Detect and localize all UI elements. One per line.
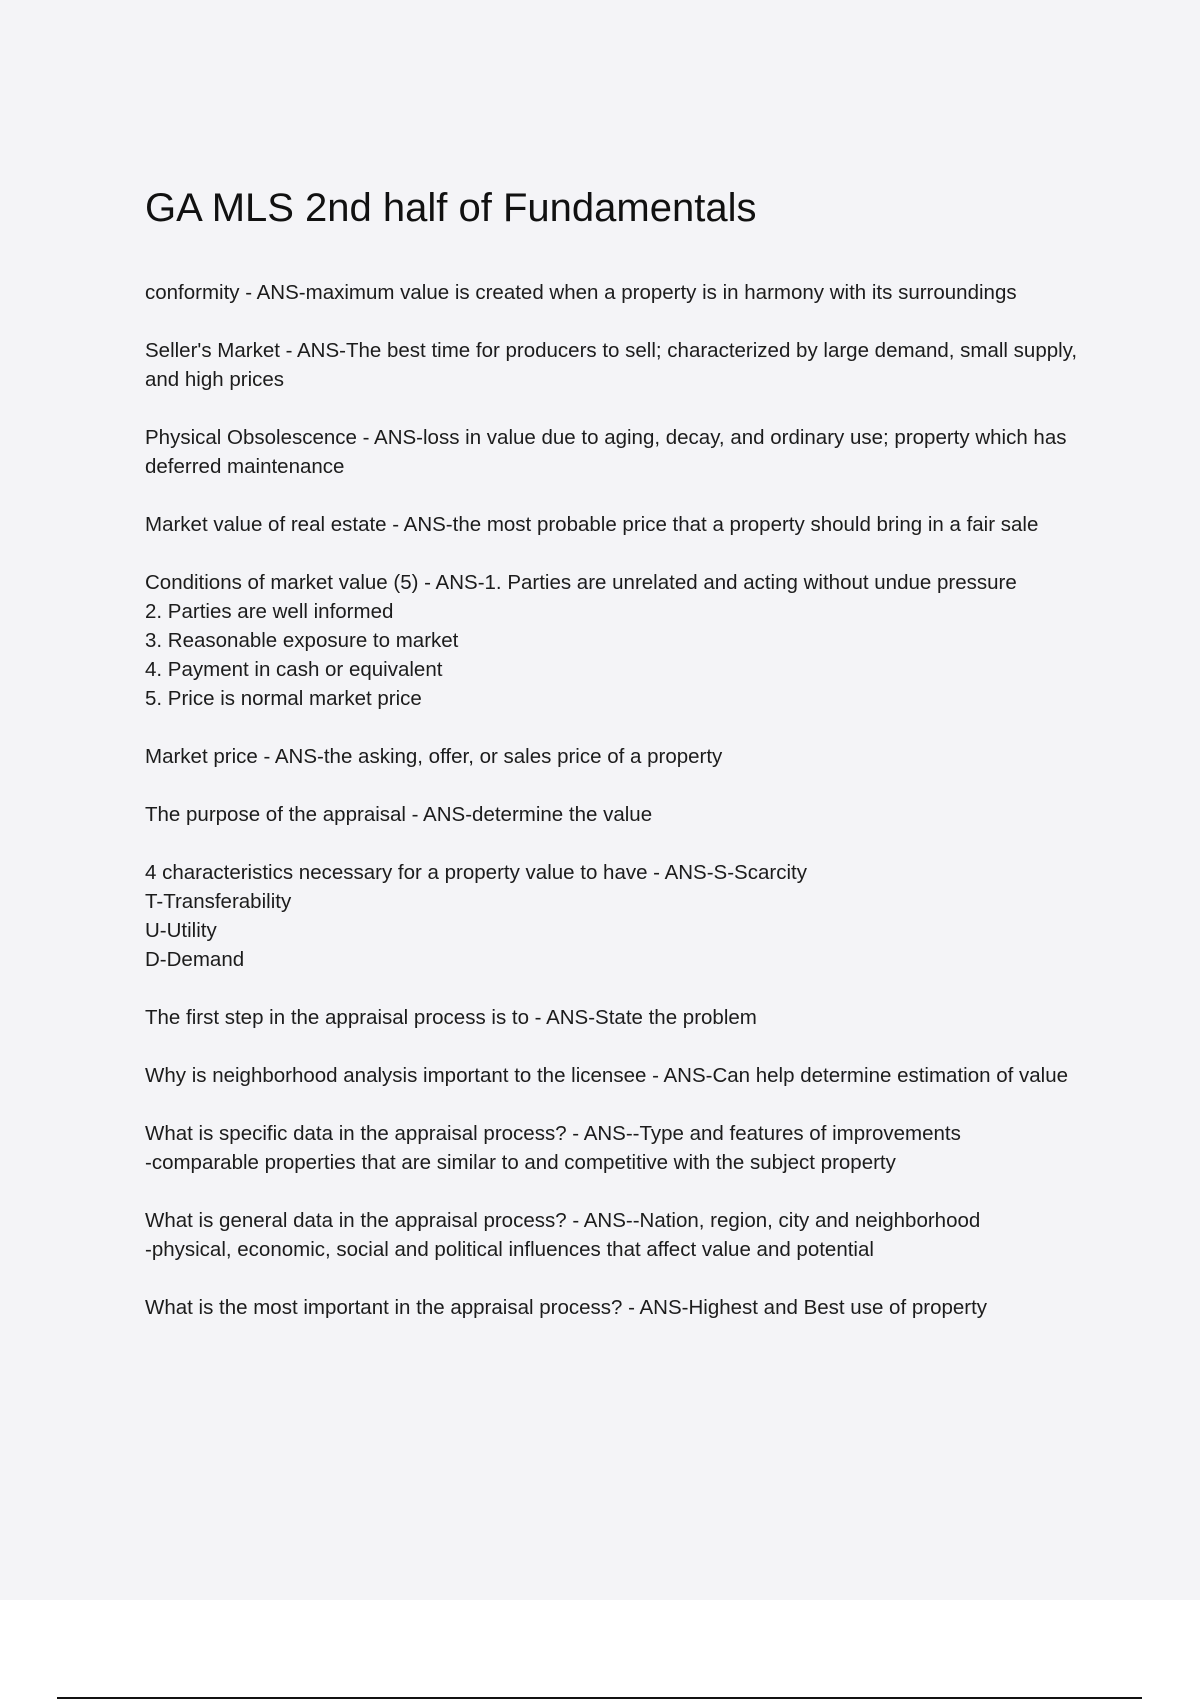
flashcard-entry-market-value: Market value of real estate - ANS-the most probable price that a property should bring in a fair sale bbox=[145, 513, 1039, 536]
flashcard-entry-physical-obsolescence: Physical Obsolescence - ANS-loss in value due to aging, decay, and ordinary use; property which has deferred maintenance bbox=[145, 426, 1067, 478]
flashcard-list bbox=[145, 278, 1095, 1322]
flashcard-entry-conditions-of-market-value: Conditions of market value (5) - ANS-1. Parties are unrelated and acting without undue pressure 2. Parties are well informed 3. Reasonable exposure to market 4. Payment in cash or equivalent 5. Price is normal market price bbox=[145, 571, 1017, 710]
flashcard-entry-four-characteristics: 4 characteristics necessary for a property value to have - ANS-S-Scarcity T-Transferability U-Utility D-Demand bbox=[145, 861, 807, 971]
footer-divider bbox=[57, 1697, 1142, 1699]
flashcard-entry-conformity: conformity - ANS-maximum value is created when a property is in harmony with its surroundings bbox=[145, 281, 1017, 304]
flashcard-entry-market-price: Market price - ANS-the asking, offer, or sales price of a property bbox=[145, 745, 723, 768]
page-title: GA MLS 2nd half of Fundamentals bbox=[145, 186, 757, 230]
flashcard-entry-specific-data: What is specific data in the appraisal process? - ANS--Type and features of improvements -comparable properties that are similar to and competitive with the subject property bbox=[145, 1122, 961, 1174]
flashcard-entry-purpose-of-appraisal: The purpose of the appraisal - ANS-determine the value bbox=[145, 803, 653, 826]
flashcard-entry-sellers-market: Seller's Market - ANS-The best time for producers to sell; characterized by large demand, small supply, and high prices bbox=[145, 339, 1078, 391]
flashcard-entry-neighborhood-analysis: Why is neighborhood analysis important to the licensee - ANS-Can help determine estimation of value bbox=[145, 1064, 1068, 1087]
document-content bbox=[145, 182, 1095, 1351]
flashcard-entry-first-step: The first step in the appraisal process is to - ANS-State the problem bbox=[145, 1006, 757, 1029]
flashcard-entry-general-data: What is general data in the appraisal process? - ANS--Nation, region, city and neighborhood -physical, economic, social and political influences that affect value and potential bbox=[145, 1209, 981, 1261]
flashcard-entry-most-important: What is the most important in the appraisal process? - ANS-Highest and Best use of property bbox=[145, 1296, 988, 1319]
